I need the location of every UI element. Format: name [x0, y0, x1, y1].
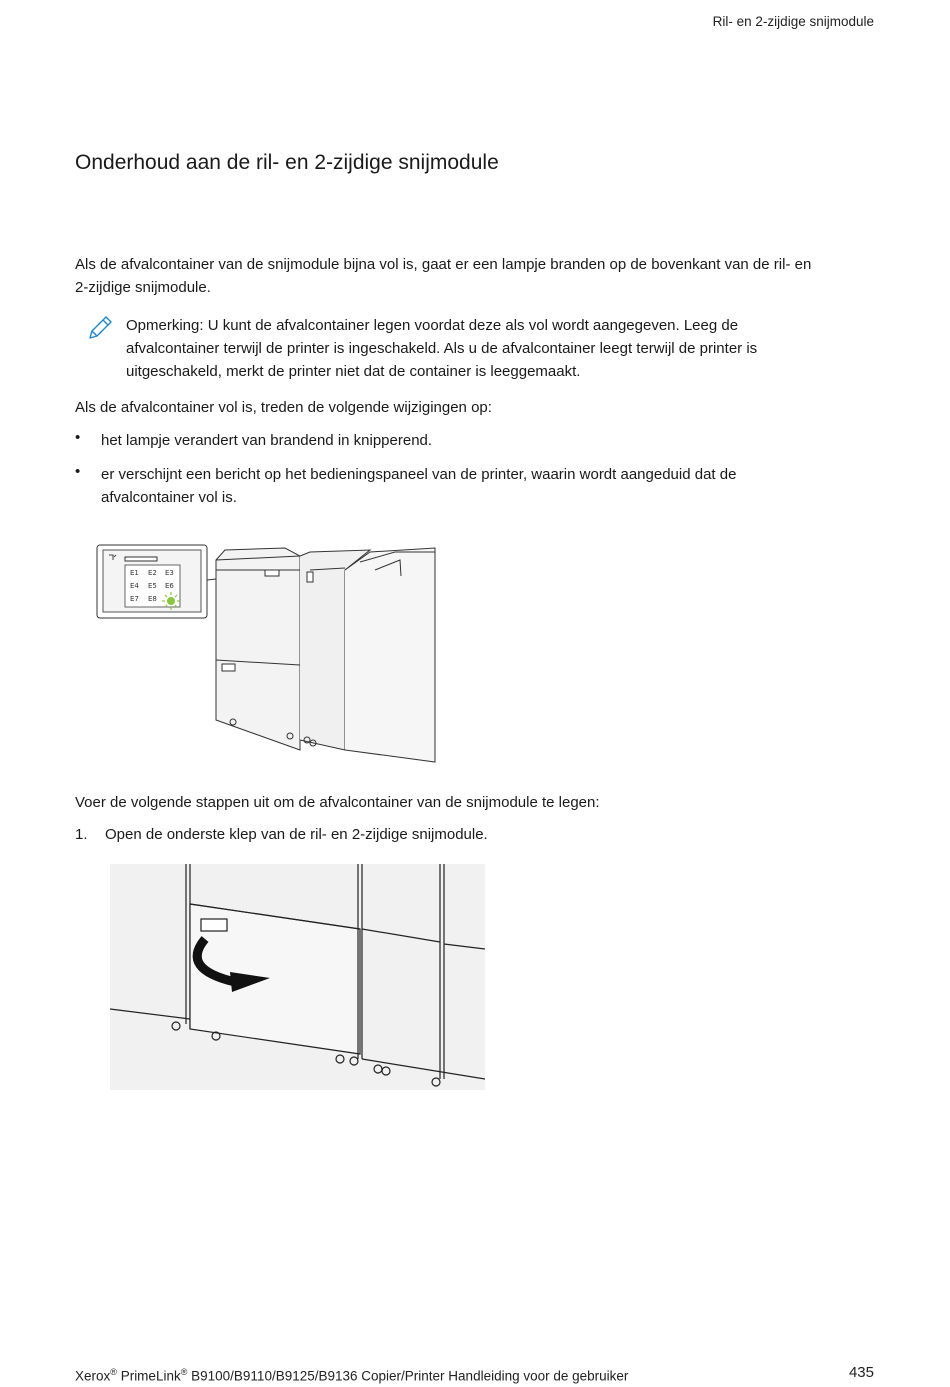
panel-label: E2: [148, 569, 157, 577]
intro-line: Als de afvalcontainer van de snijmodule bijna vol is, gaat er een lampje branden op de bovenkant van de ril- en: [75, 256, 812, 273]
panel-label: E6: [165, 582, 174, 590]
bullet-item: [101, 429, 881, 452]
panel-label: E4: [130, 582, 139, 590]
changes-intro: Als de afvalcontainer vol is, treden de volgende wijzigingen op:: [75, 399, 492, 416]
figure-module-indicator: [95, 540, 440, 768]
intro-line: 2-zijdige snijmodule.: [75, 279, 211, 296]
figure-open-lower-door: [110, 864, 485, 1090]
steps-intro: Voer de volgende stappen uit om de afvalcontainer van de snijmodule te legen:: [75, 794, 600, 811]
step-text: Open de onderste klep van de ril- en 2-zijdige snijmodule.: [105, 826, 488, 843]
running-header: Ril- en 2-zijdige snijmodule: [712, 14, 874, 29]
panel-label: E3: [165, 569, 174, 577]
page-title: Onderhoud aan de ril- en 2-zijdige snijmodule: [75, 151, 499, 174]
bullet-line: er verschijnt een bericht op het bedieningspaneel van de printer, waarin wordt aangeduid dat de: [101, 466, 737, 483]
intro-paragraph: [75, 253, 880, 299]
note-line: afvalcontainer terwijl de printer is ingeschakeld. Als u de afvalcontainer leegt terwijl de printer is: [126, 340, 758, 357]
bullet-marker: •: [75, 463, 81, 480]
panel-label: E7: [130, 595, 139, 603]
footer-rest: B9100/B9110/B9125/B9136 Copier/Printer Handleiding voor de gebruiker: [191, 1368, 629, 1384]
footer-reg: ®: [180, 1367, 188, 1377]
bullet-marker: •: [75, 429, 81, 446]
bullet-line: het lampje verandert van brandend in knipperend.: [101, 432, 433, 449]
step-number: 1.: [75, 826, 88, 843]
bullet-item: [101, 463, 881, 509]
footer-reg: ®: [110, 1367, 117, 1377]
footer-product: PrimeLink: [120, 1368, 181, 1384]
panel-label: E1: [130, 569, 139, 577]
bullet-line: afvalcontainer vol is.: [101, 489, 237, 506]
panel-label: E8: [148, 595, 157, 603]
note-line: Opmerking: U kunt de afvalcontainer legen voordat deze als vol wordt aangegeven. Leeg de: [126, 317, 739, 334]
note-text: [126, 314, 856, 383]
note-line: uitgeschakeld, merkt de printer niet dat de container is leeggemaakt.: [126, 363, 581, 380]
page-number: 435: [848, 1364, 874, 1381]
footer-text: [75, 1367, 628, 1384]
panel-label: E5: [148, 582, 157, 590]
pencil-icon: [86, 314, 114, 342]
footer-brand: Xerox: [75, 1368, 111, 1384]
